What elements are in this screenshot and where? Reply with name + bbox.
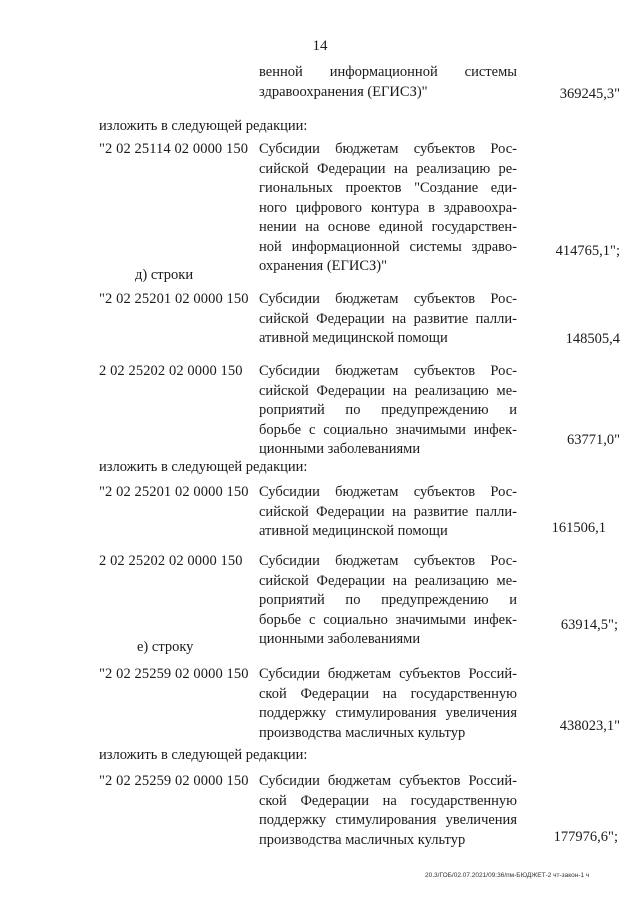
row-code: 2 02 25202 02 0000 150 [99, 363, 243, 379]
description-line: ской Федерации на государственную [259, 685, 517, 702]
description-line: поддержку стимулирования увеличения [259, 705, 517, 721]
description-line: сийской Федерации на реализацию ме- [259, 572, 517, 589]
description-line: Субсидии бюджетам субъектов Россий- [259, 773, 517, 789]
row-description [259, 63, 517, 102]
instruction-text: изложить в следующей редакции: [99, 118, 308, 134]
row-code: "2 02 25259 02 0000 150 [99, 773, 249, 789]
row-amount: 161506,1 [551, 520, 606, 536]
description-line: роприятий по предупреждению и [259, 592, 517, 608]
description-line: Субсидии бюджетам субъектов Рос- [259, 553, 517, 569]
row-description [259, 665, 517, 743]
description-line: ного цифрового контура в здравоохра- [259, 199, 517, 216]
row-description [259, 362, 517, 460]
row-amount: 369245,3" [559, 86, 620, 102]
description-line: ной информационной системы здраво- [259, 238, 517, 255]
description-line: борьбе с социально значимыми инфек- [259, 421, 517, 438]
instruction-text: изложить в следующей редакции: [99, 747, 308, 763]
description-line: Субсидии бюджетам субъектов Рос- [259, 291, 517, 307]
row-description [259, 772, 517, 850]
row-description [259, 140, 517, 277]
description-line: сийской Федерации на развитие палли- [259, 310, 517, 327]
document-footer-code: 20.3/ГОБ/02.07.2021/09:36/пм-БЮДЖЕТ-2 чт-закон-1 ч [425, 872, 590, 879]
description-line: сийской Федерации на реализацию ме- [259, 382, 517, 399]
row-description [259, 290, 517, 349]
page-number: 14 [312, 38, 328, 54]
description-line: Субсидии бюджетам субъектов Рос- [259, 484, 517, 500]
row-code: 2 02 25202 02 0000 150 [99, 553, 243, 569]
description-line: Субсидии бюджетам субъектов Рос- [259, 141, 517, 157]
row-amount: 63914,5"; [560, 617, 618, 633]
description-line: гиональных проектов "Создание еди- [259, 180, 517, 196]
description-line: сийской Федерации на развитие палли- [259, 503, 517, 520]
row-amount: 148505,4 [565, 331, 620, 347]
description-line: Субсидии бюджетам субъектов Россий- [259, 666, 517, 682]
description-line: сийской Федерации на реализацию ре- [259, 160, 517, 177]
description-line: ской Федерации на государственную [259, 792, 517, 809]
description-line: нении на основе единой государствен- [259, 219, 517, 235]
description-line: здравоохранения (ЕГИСЗ)" [259, 83, 428, 100]
row-description [259, 483, 517, 542]
description-line: ционными заболеваниями [259, 631, 421, 647]
row-amount: 177976,6"; [553, 829, 618, 845]
description-line: ативной медицинской помощи [259, 523, 448, 539]
instruction-text: изложить в следующей редакции: [99, 459, 308, 475]
row-code: "2 02 25201 02 0000 150 [99, 484, 249, 500]
row-code: "2 02 25114 02 0000 150 [99, 141, 249, 157]
description-line: ционными заболеваниями [259, 441, 421, 457]
description-line: роприятий по предупреждению и [259, 402, 517, 418]
description-line: борьбе с социально значимыми инфек- [259, 611, 517, 628]
description-line: производства масличных культур [259, 724, 466, 741]
description-line: производства масличных культур [259, 831, 466, 848]
description-line: ативной медицинской помощи [259, 330, 448, 346]
row-amount: 414765,1"; [555, 243, 620, 259]
subsection-label: е) строку [137, 639, 194, 655]
row-amount: 438023,1" [559, 718, 620, 734]
row-amount: 63771,0" [566, 432, 620, 448]
description-line: охранения (ЕГИСЗ)" [259, 258, 388, 274]
description-line: Субсидии бюджетам субъектов Рос- [259, 363, 517, 379]
description-line: поддержку стимулирования увеличения [259, 812, 517, 828]
row-code: "2 02 25201 02 0000 150 [99, 291, 249, 307]
row-code: "2 02 25259 02 0000 150 [99, 666, 249, 682]
description-line: венной информационной системы [259, 64, 517, 80]
subsection-label: д) строки [135, 267, 194, 283]
row-description [259, 552, 517, 650]
